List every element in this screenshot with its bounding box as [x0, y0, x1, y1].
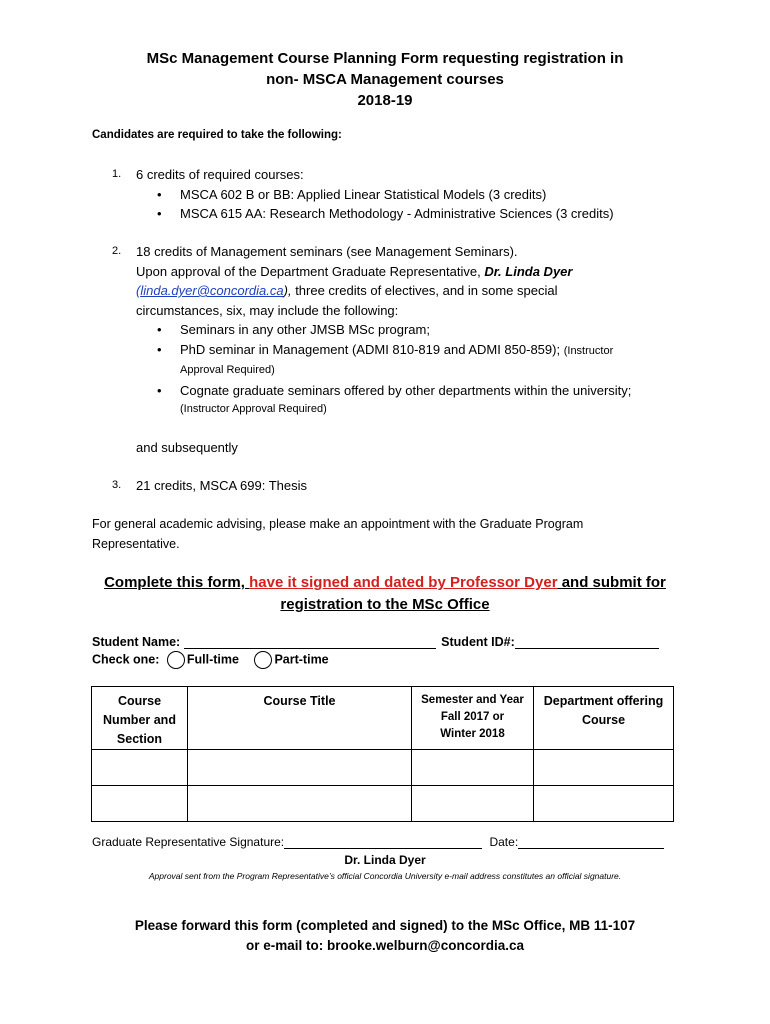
- department-header: Department offering Course: [534, 687, 674, 750]
- item-text: (linda.dyer@concordia.ca), three credits of electives, and in some special: [136, 283, 558, 298]
- course-title-cell[interactable]: [188, 786, 412, 822]
- item-text: 18 credits of Management seminars (see Management Seminars).: [136, 244, 518, 259]
- student-id-field[interactable]: [515, 634, 659, 649]
- forwarding-instructions: Please forward this form (completed and signed) to the MSc Office, MB 11-107 or e-mail to: brooke.welburn@concordia.ca: [134, 918, 636, 953]
- date-field[interactable]: [518, 836, 664, 849]
- department-cell[interactable]: [534, 786, 674, 822]
- title-line-2: non- MSCA Management courses: [266, 71, 504, 88]
- student-id-label: Student ID#:: [441, 635, 515, 649]
- list-item: • PhD seminar in Management (ADMI 810-819 and ADMI 850-859); (Instructor: [157, 341, 614, 357]
- enrollment-type-row: [92, 651, 329, 669]
- full-time-radio[interactable]: [167, 651, 185, 669]
- item-text: 21 credits, MSCA 699: Thesis: [136, 478, 308, 493]
- course-table: [91, 686, 674, 822]
- form-instructions: Complete this form, have it signed and dated by Professor Dyer and submit for registration to the MSc Office: [104, 574, 666, 613]
- list-item: • Seminars in any other JMSB MSc program;: [157, 322, 430, 337]
- item-number: 2.: [112, 245, 122, 257]
- table-row: [92, 750, 674, 786]
- course-number-header: Course Number and Section: [92, 687, 188, 750]
- advising-note: For general academic advising, please make an appointment with the Graduate Program Representative.: [92, 517, 584, 551]
- part-time-label: Part-time: [274, 652, 329, 667]
- item-number: 1.: [112, 168, 122, 180]
- signatory-name: Dr. Linda Dyer: [344, 853, 426, 867]
- signature-field[interactable]: [284, 836, 482, 849]
- item-text: Upon approval of the Department Graduate Representative, Dr. Linda Dyer: [136, 263, 573, 279]
- title-line-1: MSc Management Course Planning Form requesting registration in: [146, 50, 624, 67]
- part-time-radio[interactable]: [254, 651, 272, 669]
- title-line-3: 2018-19: [357, 92, 413, 109]
- date-label: Date:: [489, 835, 519, 849]
- item-number: 3.: [112, 479, 122, 491]
- check-one-label: Check one:: [92, 652, 160, 667]
- list-item: • MSCA 615 AA: Research Methodology - Administrative Sciences (3 credits): [157, 206, 614, 221]
- course-title-cell[interactable]: [188, 750, 412, 786]
- form-title: [60, 48, 710, 111]
- item-text: 6 credits of required courses:: [136, 167, 304, 182]
- table-row: [92, 786, 674, 822]
- list-item-note: (Instructor Approval Required): [180, 403, 327, 415]
- table-header-row: [92, 687, 674, 750]
- semester-cell[interactable]: [412, 786, 534, 822]
- rep-email-link[interactable]: linda.dyer@concordia.ca: [140, 283, 284, 298]
- rep-name: Dr. Linda Dyer: [484, 263, 573, 279]
- item-text: and subsequently: [136, 439, 238, 455]
- course-number-cell[interactable]: [92, 750, 188, 786]
- student-name-field[interactable]: [184, 634, 436, 649]
- signature-row: [92, 835, 664, 849]
- student-info-row: [92, 634, 659, 649]
- course-title-header: Course Title: [188, 687, 412, 750]
- semester-header: Semester and Year Fall 2017 or Winter 2018: [412, 687, 534, 750]
- semester-cell[interactable]: [412, 750, 534, 786]
- signature-requirement: have it signed and dated by Professor Dyer: [249, 574, 558, 591]
- list-item: • MSCA 602 B or BB: Applied Linear Statistical Models (3 credits): [157, 186, 547, 202]
- list-item-note: Approval Required): [180, 364, 275, 376]
- course-number-cell[interactable]: [92, 786, 188, 822]
- requirements-intro: Candidates are required to take the following:: [92, 129, 342, 141]
- approval-note: Approval sent from the Program Representative’s official Concordia University e-mail address constitutes an official signature.: [148, 871, 622, 881]
- student-name-label: Student Name:: [92, 635, 181, 649]
- item-text: circumstances, six, may include the following:: [136, 302, 399, 318]
- list-item: • Cognate graduate seminars offered by other departments within the university;: [157, 382, 632, 398]
- signature-label: Graduate Representative Signature:: [92, 835, 285, 849]
- department-cell[interactable]: [534, 750, 674, 786]
- full-time-label: Full-time: [186, 652, 239, 667]
